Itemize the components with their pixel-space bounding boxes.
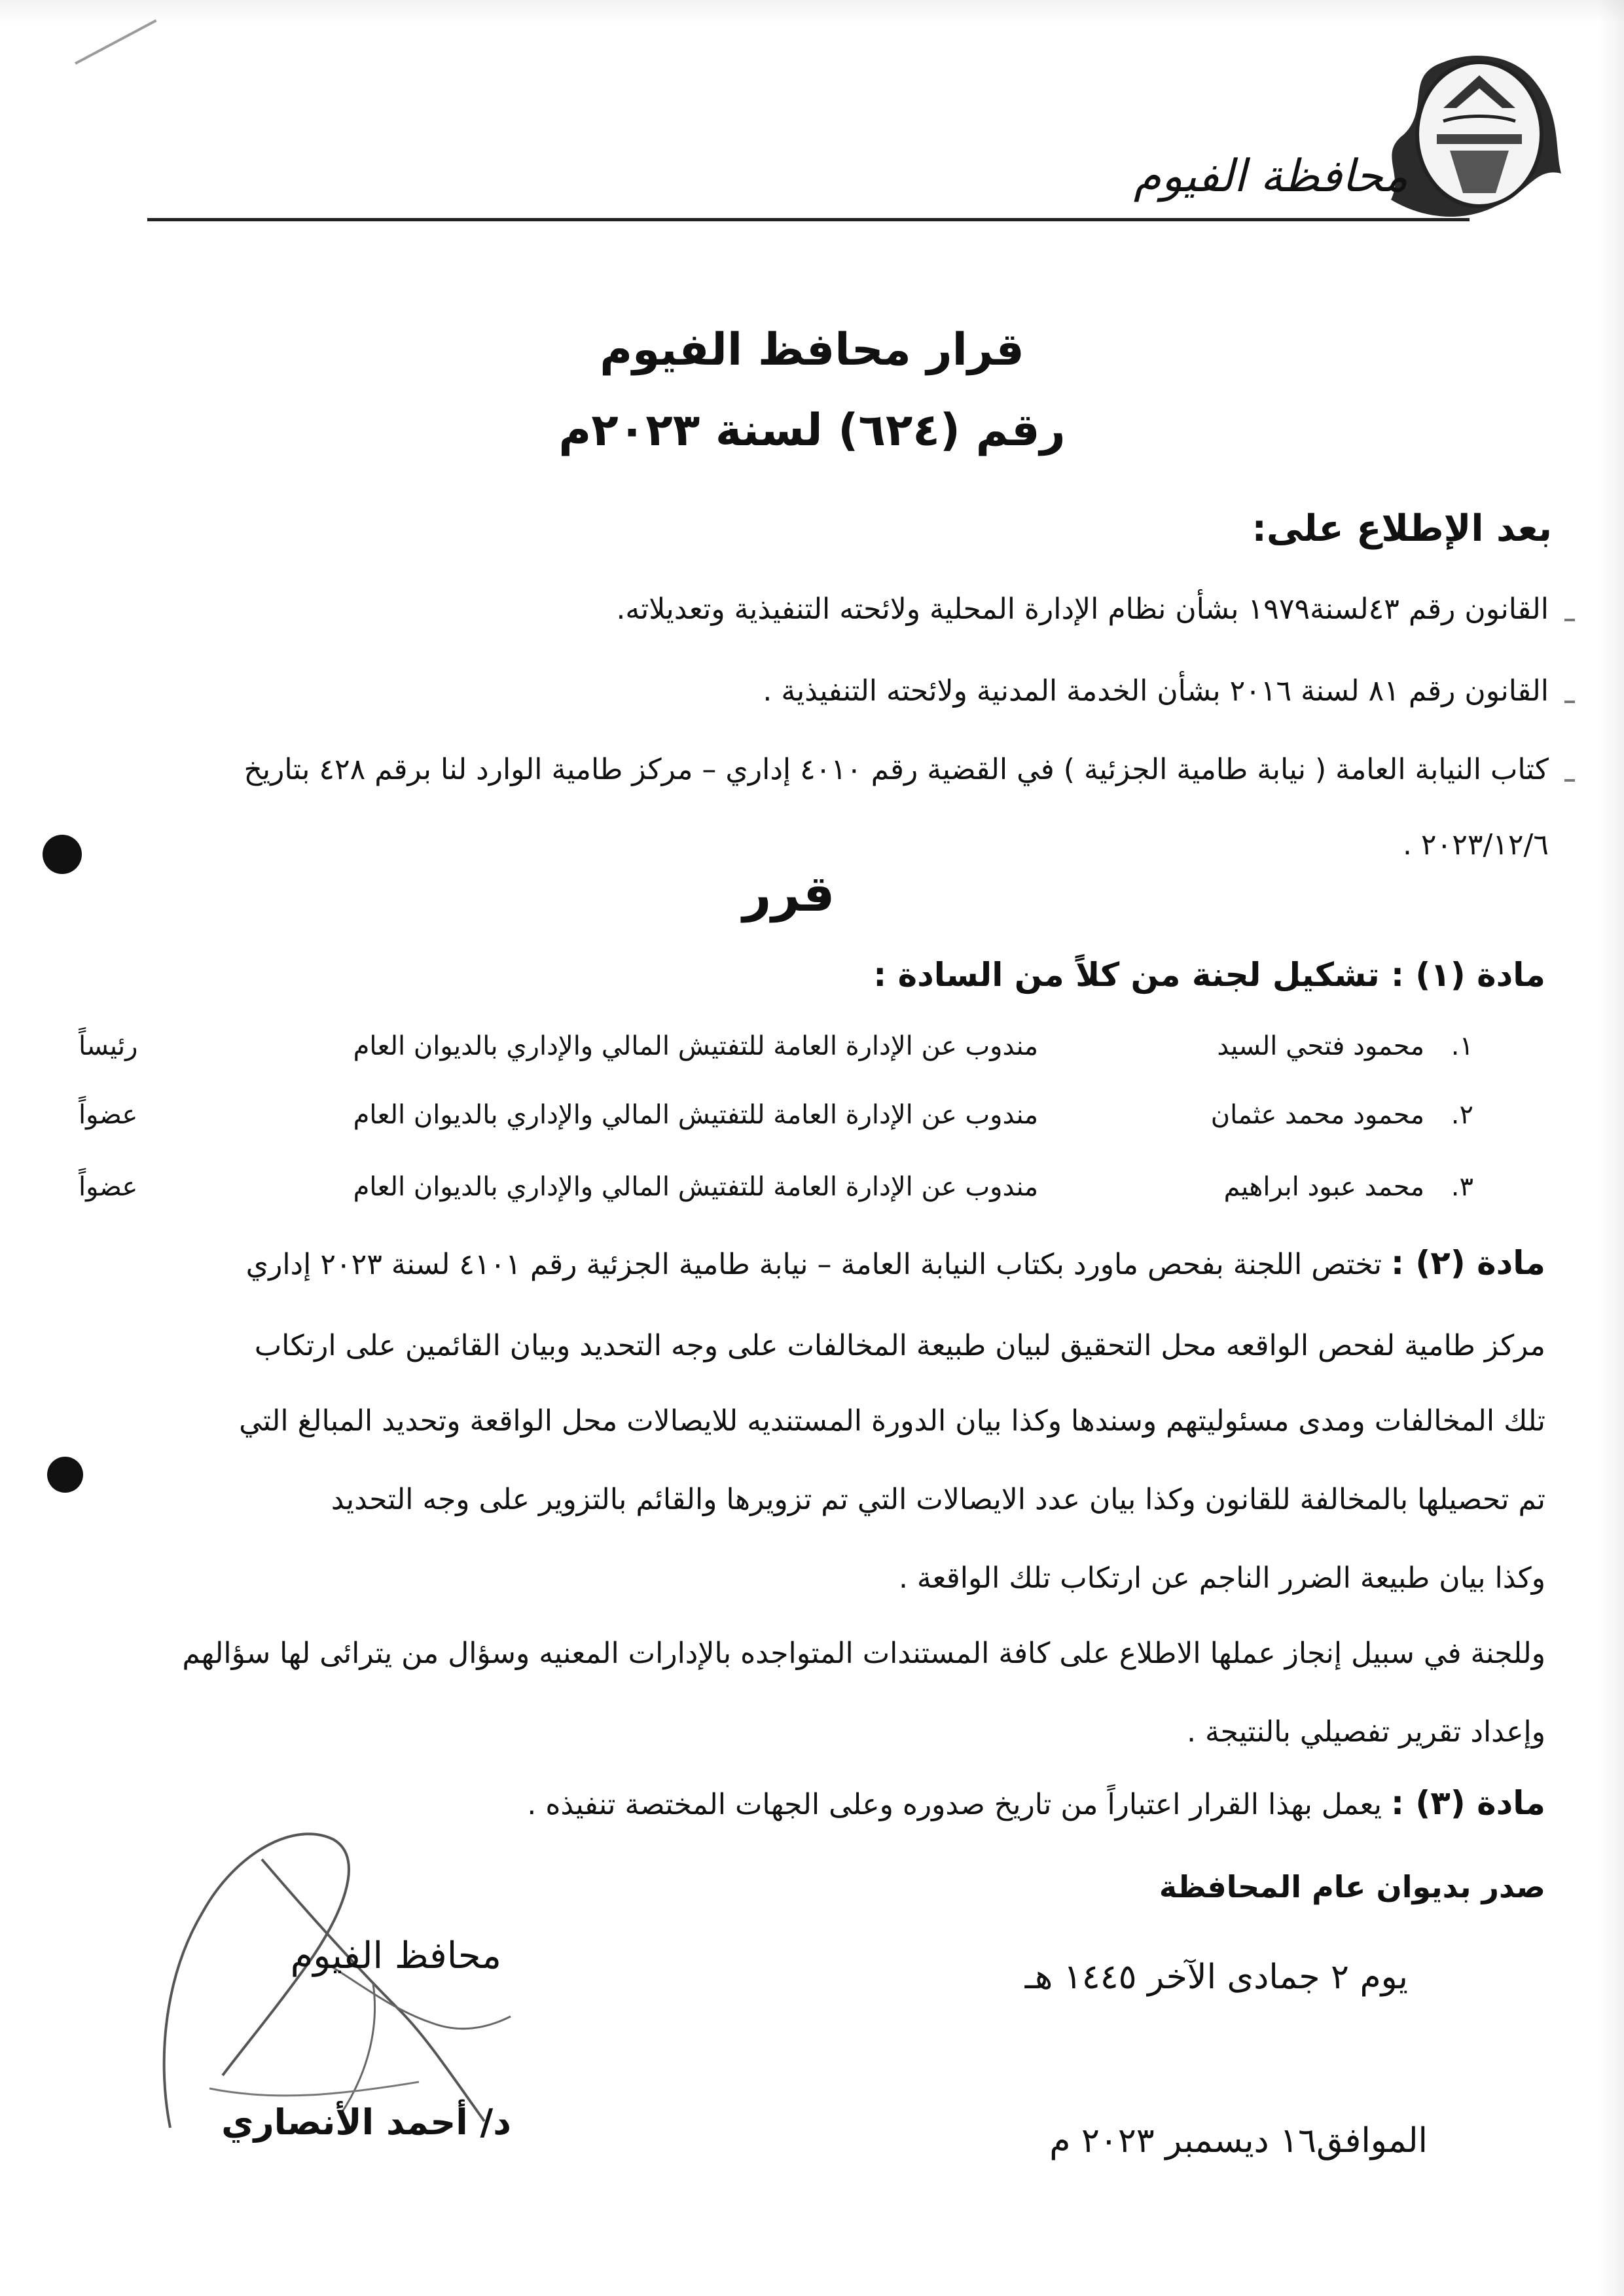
article-2-line: وللجنة في سبيل إنجاز عملها الاطلاع على كافة المستندات المتواجده بالإدارات المعنيه وسؤال من يترائى لها سؤالهم <box>182 1637 1545 1670</box>
article-2-line: وإعداد تقرير تفصيلي بالنتيجة . <box>1187 1715 1545 1749</box>
reference-item: القانون رقم ٤٣لسنة١٩٧٩ بشأن نظام الإدارة المحلية ولائحته التنفيذية وتعديلاته. <box>616 592 1549 626</box>
article-1-heading: مادة (١) : تشكيل لجنة من كلاً من السادة : <box>873 956 1545 994</box>
member-description: مندوب عن الإدارة العامة للتفتيش المالي والإداري بالديوان العام <box>353 1172 1038 1202</box>
article-2-line: تم تحصيلها بالمخالفة للقانون وكذا بيان عدد الايصالات التي تم تزويرها والقائم بالتزوير على وجه التحديد <box>331 1483 1545 1516</box>
reference-item: القانون رقم ٨١ لسنة ٢٠١٦ بشأن الخدمة المدنية ولائحته التنفيذية . <box>763 674 1549 708</box>
article-2-label: مادة (٢) : <box>1391 1244 1545 1282</box>
list-bullet <box>1564 619 1575 621</box>
article-2-first-line <box>246 1244 1545 1282</box>
decree-heading: قرر <box>742 864 835 922</box>
punch-hole <box>43 835 82 874</box>
article-2-line: مركز طامية لفحص الواقعه محل التحقيق لبيان طبيعة المخالفات على وجه التحديد وبيان القائمين على ارتكاب <box>254 1329 1545 1362</box>
member-description: مندوب عن الإدارة العامة للتفتيش المالي والإداري بالديوان العام <box>353 1031 1038 1061</box>
article-3-text: يعمل بهذا القرار اعتباراً من تاريخ صدوره وعلى الجهات المختصة تنفيذه . <box>527 1788 1382 1821</box>
hijri-date: يوم ٢ جمادى الآخر ١٤٤٥ هـ <box>1024 1958 1408 1997</box>
list-bullet <box>1564 779 1575 782</box>
header-divider <box>147 218 1470 221</box>
reference-item: كتاب النيابة العامة ( نيابة طامية الجزئية ) في القضية رقم ٤٠١٠ إداري – مركز طامية الوارد لنا برقم ٤٢٨ بتاريخ <box>244 753 1549 786</box>
signatory-title: محافظ الفيوم <box>290 1935 501 1977</box>
member-role: عضواً <box>79 1172 138 1202</box>
member-name: محمود محمد عثمان <box>1210 1100 1424 1130</box>
member-number: ١. <box>1451 1031 1473 1061</box>
member-description: مندوب عن الإدارة العامة للتفتيش المالي والإداري بالديوان العام <box>353 1100 1038 1130</box>
article-2-line: تلك المخالفات ومدى مسئوليتهم وسندها وكذا بيان الدورة المستنديه للايصالات محل الواقعة وتحديد المبالغ التي <box>239 1404 1545 1438</box>
gregorian-date: الموافق١٦ ديسمبر ٢٠٢٣ م <box>1049 2121 1428 2160</box>
decree-title: قرار محافظ الفيوم <box>600 324 1024 376</box>
member-role: رئيساً <box>79 1031 138 1061</box>
punch-hole <box>47 1457 83 1493</box>
signatory-name: د/ أحمد الأنصاري <box>221 2102 511 2143</box>
governorate-name: محافظة الفيوم <box>1133 151 1408 202</box>
article-2-line: وكذا بيان طبيعة الضرر الناجم عن ارتكاب تلك الواقعة . <box>898 1561 1545 1595</box>
decree-number: رقم (٦٢٤) لسنة ٢٠٢٣م <box>558 405 1066 456</box>
article-2-text: تختص اللجنة بفحص ماورد بكتاب النيابة العامة – نيابة طامية الجزئية رقم ٤١٠١ لسنة ٢٠٢٣ إداري <box>245 1248 1382 1281</box>
reference-item-continuation: ٢٠٢٣/١٢/٦ . <box>1402 828 1549 862</box>
issued-at: صدر بديوان عام المحافظة <box>1159 1869 1545 1904</box>
article-3 <box>527 1784 1545 1822</box>
scan-artifact-line <box>75 20 156 65</box>
list-bullet <box>1564 701 1575 703</box>
member-name: محمود فتحي السيد <box>1217 1031 1424 1061</box>
member-name: محمد عبود ابراهيم <box>1223 1172 1424 1202</box>
scan-shadow-top <box>0 0 1624 24</box>
preamble-heading: بعد الإطلاع على: <box>1252 507 1552 550</box>
member-number: ٢. <box>1451 1100 1473 1130</box>
member-role: عضواً <box>79 1100 138 1130</box>
article-3-label: مادة (٣) : <box>1391 1784 1545 1822</box>
member-number: ٣. <box>1451 1172 1473 1202</box>
